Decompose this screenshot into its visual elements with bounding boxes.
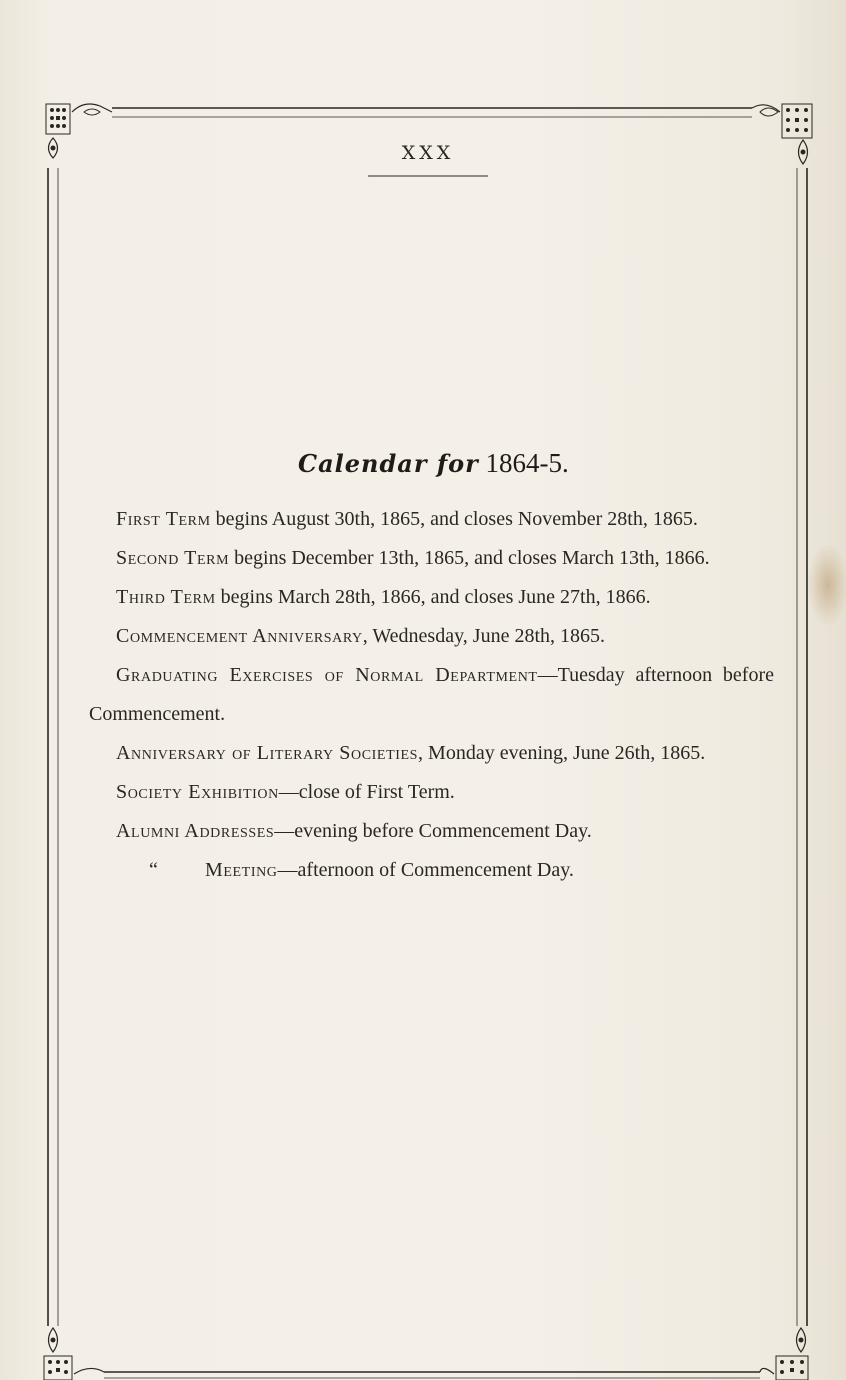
entry-label: Graduating Exercises of Normal Department — [116, 664, 538, 686]
entry-text: —close of First Term. — [278, 781, 455, 803]
entry-alumni-addresses — [89, 812, 774, 851]
entry-text: —evening before Commencement Day. — [274, 820, 592, 842]
entry-third-term — [89, 578, 774, 617]
entry-label: Meeting — [205, 859, 278, 881]
entry-text: begins December 13th, 1865, and closes March 13th, 1866. — [229, 547, 710, 569]
entry-text: begins March 28th, 1866, and closes June 27th, 1866. — [215, 586, 651, 608]
entry-label: Commencement Anniversary — [116, 625, 363, 647]
title-blackletter: Calendar for — [298, 449, 479, 478]
entry-label: First Term — [116, 508, 211, 530]
entry-literary-societies — [89, 734, 774, 773]
calendar-entries — [89, 500, 774, 890]
ditto-mark: “ — [149, 859, 158, 881]
entry-label: Third Term — [116, 586, 216, 608]
corner-ornament-top-left — [46, 104, 112, 158]
entry-text: , Monday evening, June 26th, 1865. — [418, 742, 706, 764]
entry-label: Alumni Addresses — [116, 820, 275, 842]
entry-graduating-exercises — [89, 656, 774, 734]
entry-commencement-anniversary — [89, 617, 774, 656]
entry-second-term — [89, 539, 774, 578]
page-title — [298, 448, 618, 479]
entry-label: Anniversary of Literary Societies — [116, 742, 419, 764]
entry-label: Second Term — [116, 547, 230, 569]
corner-ornament-top-right — [752, 104, 812, 164]
entry-first-term — [89, 500, 774, 539]
entry-label: Society Exhibition — [116, 781, 279, 803]
corner-ornament-bottom-right — [760, 1328, 808, 1380]
entry-text: —Tuesday afternoon before Commencement. — [89, 664, 774, 725]
entry-text: begins August 30th, 1865, and closes November 28th, 1865. — [210, 508, 698, 530]
entry-alumni-meeting — [89, 851, 774, 890]
entry-society-exhibition — [89, 773, 774, 812]
entry-text: —afternoon of Commencement Day. — [277, 859, 574, 881]
corner-ornament-bottom-left — [44, 1328, 104, 1380]
entry-text: , Wednesday, June 28th, 1865. — [362, 625, 606, 647]
title-year: 1864-5. — [485, 448, 569, 478]
page-number: XXX — [401, 142, 455, 164]
